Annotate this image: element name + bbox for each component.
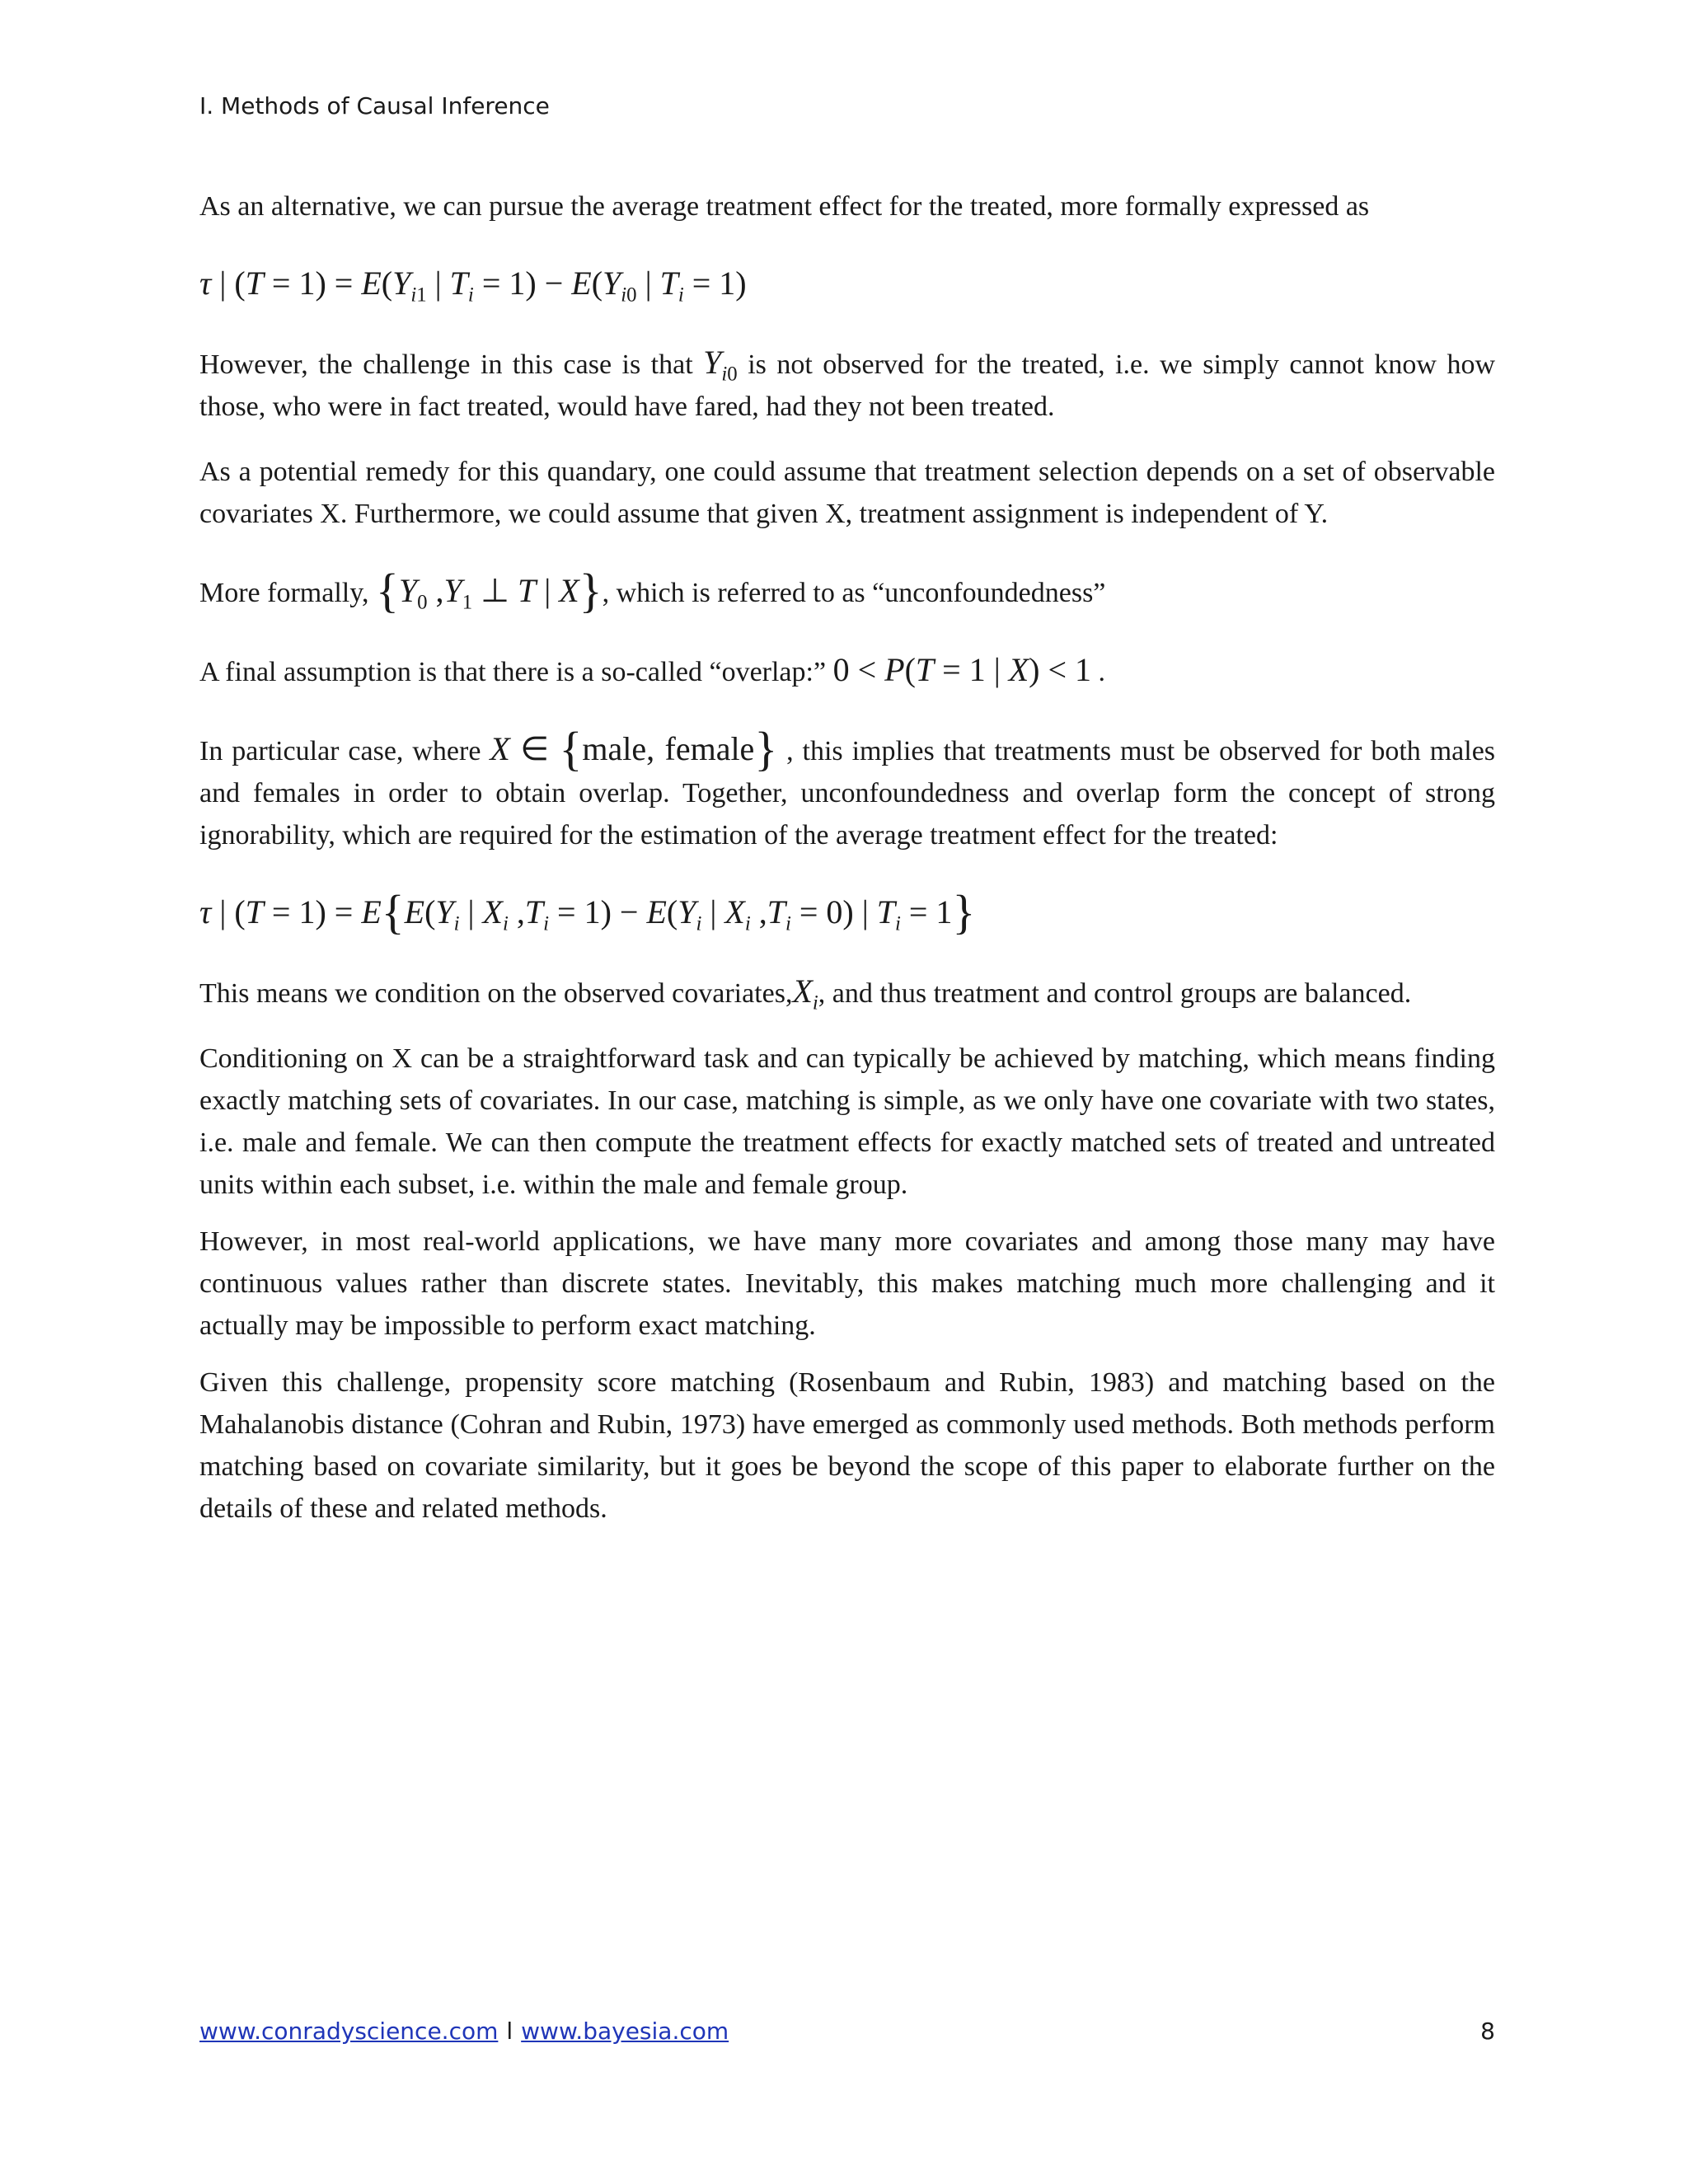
paragraph-10: Given this challenge, propensity score matching (Rosenbaum and Rubin, 1983) and matching based on the Mahalanobis distance (Cohran and Rubin, 1973) have emerged as commonly used methods. Both methods perform matching based on covariate similarity, but it goes be beyond the scope of this paper to elaborate further on the details of these and related methods. — [199, 1367, 1495, 1524]
footer-link-bayesia[interactable]: www.bayesia.com — [521, 2018, 729, 2045]
running-header: I. Methods of Causal Inference — [199, 92, 550, 120]
body-text — [199, 185, 1495, 1530]
paragraph-4-end: , which is referred to as “unconfoundedness” — [602, 578, 1106, 608]
paragraph-8: Conditioning on X can be a straightforward task and can typically be achieved by matching, which means finding exactly matching sets of covariates. In our case, matching is simple, as we only have one covariate with two states, i.e. male and female. We can then compute the treatment effects for exactly matched sets of treated and untreated units within each subset, i.e. within the male and female group. — [199, 1043, 1495, 1200]
page-footer — [199, 2018, 1495, 2045]
paragraph-5-start: A final assumption is that there is a so-called “overlap:” — [199, 657, 827, 687]
paragraph-7 — [199, 970, 1495, 1015]
paragraph-5-end: . — [1098, 657, 1106, 687]
math-x-in-set: X ∈ {male, female} — [490, 722, 778, 776]
math-unconfoundedness: {$Y_0$ $,Y_1$ ⊥ T | X} — [376, 564, 603, 617]
paragraph-5 — [199, 649, 1495, 693]
paragraph-4-start: More formally, — [199, 578, 369, 608]
paragraph-7-start: This means we condition on the observed covariates, — [199, 978, 793, 1009]
paragraph-2-start: However, the challenge in this case is that — [199, 349, 693, 380]
paragraph-4 — [199, 564, 1495, 617]
math-x-i: $X_i$ — [792, 972, 818, 1015]
math-set-values: male, female — [582, 730, 755, 767]
math-overlap: 0 < P(T = 1 | X) < 1 — [832, 651, 1092, 688]
math-y-i0: $Y_{i0}$ — [703, 344, 738, 386]
paragraph-6-end: , this implies that treatments must be observed for both males and females in order to obtain overlap. Together, unconfoundedness and overlap form the concept of strong ignorability, which are required for the estimation of the average treatment effect for the treated: — [199, 736, 1496, 851]
page-number: 8 — [1480, 2018, 1495, 2045]
equation-att: τ | $(T = 1) = E(Y_{i1}$ | $T_i = 1) - E(Y_{i0}$ | $T_i = 1$) — [199, 265, 747, 307]
footer-link-conradyscience[interactable]: www.conradyscience.com — [199, 2018, 499, 2045]
paragraph-7-end: , and thus treatment and control groups are balanced. — [818, 978, 1412, 1009]
paragraph-2-end: is not observed for the treated, i.e. we simply cannot know how those, who were in fact treated, would have fared, had they not been treated. — [199, 349, 1496, 422]
paragraph-9: However, in most real-world applications, we have many more covariates and among those many may have continuous values rather than discrete states. Inevitably, this makes matching much more challenging and it actually may be impossible to perform exact matching. — [199, 1226, 1495, 1341]
footer-separator: l — [506, 2018, 513, 2045]
paragraph-6-start: In particular case, where — [199, 736, 481, 766]
paragraph-2 — [199, 341, 1495, 428]
paragraph-3: As a potential remedy for this quandary, one could assume that treatment selection depends on a set of observable covariates X. Furthermore, we could assume that given X, treatment assignment is independent of Y. — [199, 457, 1495, 529]
equation-att-conditional: τ | $(T = 1) = E\{E(Y_i$ | $X_i$ $,T_i = 1) - E(Y_i$ | $X_i$ $,T_i = 0$) | $T_i = 1$} — [199, 885, 976, 939]
paragraph-1: As an alternative, we can pursue the average treatment effect for the treated, more formally expressed as — [199, 191, 1370, 222]
paragraph-6 — [199, 722, 1496, 856]
